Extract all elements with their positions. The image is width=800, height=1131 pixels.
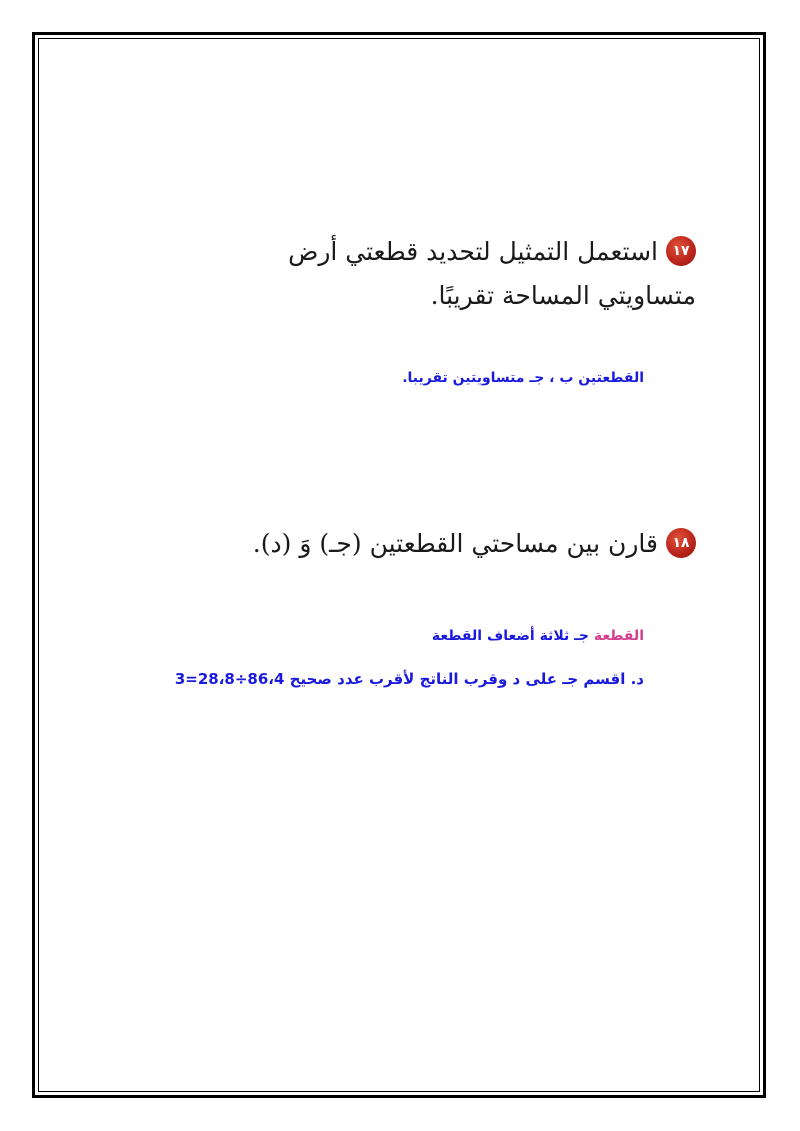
- question-18-number-badge: ١٨: [666, 528, 696, 558]
- answer-17: القطعتين ب ، جـ متساويتين تقريبا.: [402, 370, 644, 386]
- answer-18-line-2: د. اقسم جـ على د وقرب الناتج لأقرب عدد صحيح 86،4÷28،8=3: [174, 670, 644, 688]
- question-17-text: استعمل التمثيل لتحديد قطعتي أرض متساويتي المساحة تقريبًا.: [288, 237, 696, 310]
- question-18: [196, 522, 696, 566]
- question-17-number-badge: ١٧: [666, 236, 696, 266]
- question-17: [196, 230, 696, 318]
- question-18-text: قارن بين مساحتي القطعتين (جـ) وَ (د).: [252, 529, 658, 558]
- answer-18-line-1-rest: جـ ثلاثة أضعاف القطعة: [431, 628, 594, 644]
- answer-18-line-1: [432, 628, 644, 644]
- answer-18-highlight: القطعة: [593, 628, 644, 644]
